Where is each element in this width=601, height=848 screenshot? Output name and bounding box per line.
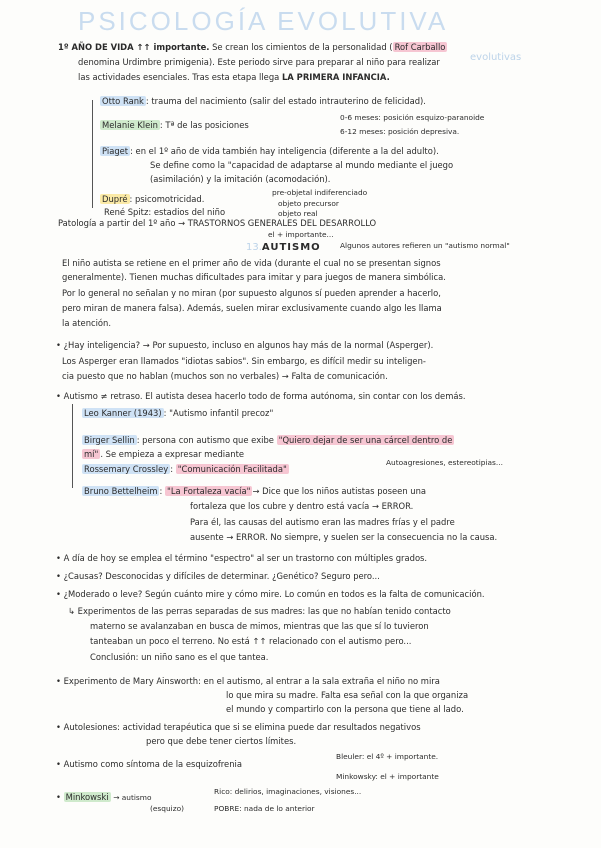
autism-p1: El niño autista se retiene en el primer año de vida (durante el cual no se presentan signos [62, 258, 441, 268]
faint-annotation: evolutivas [470, 52, 522, 63]
autism-p5: la atención. [62, 318, 112, 328]
section-number: 13. [246, 242, 262, 253]
bettelheim-line-4: ausente → ERROR. No siempre, y suelen ser la consecuencia no la causa. [190, 532, 498, 542]
bettelheim-line-1: Bruno Bettelheim : "La Fortaleza vacía" → Dice que los niños autistas poseen una [84, 486, 427, 496]
leo-kanner: Leo Kanner (1943) [84, 408, 162, 418]
piaget-text: : en el 1º año de vida también hay inteligencia (diferente a la del adulto). [130, 146, 439, 156]
experiment-line-2: materno se avalanzaban en busca de mimos, mientras que las que sí lo tuvieron [90, 621, 429, 631]
rof-carballo: Rof Carballo [394, 42, 446, 52]
piaget-line-1 [100, 146, 439, 157]
spitz-real: objeto real [278, 209, 318, 218]
spitz-pre-objetal: pre-objetal indiferenciado [272, 188, 368, 197]
pobre-note: POBRE: nada de lo anterior [214, 804, 315, 813]
spitz-line: René Spitz: estadios del niño [104, 207, 226, 217]
intro-line-3 [78, 72, 390, 83]
intro-text: las actividades esenciales. Tras esta etapa llega [78, 72, 282, 82]
piaget-line-2: Se define como la "capacidad de adaptarse al mundo mediante el juego [150, 160, 454, 170]
comunicacion-facilitada: "Comunicación Facilitada" [177, 464, 287, 474]
experiment-line-1: ↳ Experimentos de las perras separadas de sus madres: las que no habían tenido contacto [68, 606, 451, 616]
bruno-bettelheim: Bruno Bettelheim [84, 486, 158, 496]
minkowski-sub: (esquizo) [150, 804, 184, 813]
primera-infancia: LA PRIMERA INFANCIA. [281, 72, 390, 82]
ainsworth-line-3: el mundo y compartirlo con la persona que tiene al lado. [226, 704, 464, 714]
intro-line-2: denomina Urdimbre primigenia). Este periodo sirve para preparar al niño para realizar [78, 57, 440, 67]
autism-p4: pero miran de manera falsa). Además, suelen mirar exclusivamente cuando algo les llama [62, 303, 442, 313]
birger-sellin: Birger Sellin [84, 435, 135, 445]
authors-bracket [92, 100, 93, 208]
ainsworth-line-2: lo que mira su madre. Falta esa señal con la que organiza [226, 690, 469, 700]
autismo-normal-note: Algunos autores refieren un "autismo normal" [340, 241, 510, 250]
autolesiones-line-2: pero que debe tener ciertos límites. [146, 736, 297, 746]
dupre: Dupré [102, 194, 128, 204]
sellin-line [82, 435, 454, 446]
fortaleza-vacia: "La Fortaleza vacía" [166, 486, 251, 496]
espectro-bullet: • A día de hoy se emplea el término "espectro" al ser un trastorno con múltiples grados. [56, 553, 428, 563]
autism-title: AUTISMO [261, 242, 321, 253]
minkowski-line: • Minkowski → autismo [56, 792, 152, 802]
bettelheim-text: → Dice que los niños autistas poseen una [252, 486, 427, 496]
experiment-line-3: tanteaban un poco el terreno. No está ↑↑ relacionado con el autismo pero... [90, 636, 412, 646]
autismo-retraso: • Autismo ≠ retraso. El autista desea hacerlo todo de forma autónoma, sin contar con los demás. [56, 391, 466, 401]
dupre-text: : psicomotricidad. [129, 194, 205, 204]
rosemary-crossley: Rossemary Crossley [84, 464, 169, 474]
intro-line-1 [58, 42, 447, 53]
klein-6-12: 6-12 meses: posición depresiva. [340, 127, 460, 136]
sellin-quote: "Quiero dejar de ser una cárcel dentro de [278, 435, 453, 445]
otto-rank-line [100, 96, 426, 107]
first-year-heading: 1º AÑO DE VIDA ↑↑ importante. [58, 42, 210, 52]
page-title: PSICOLOGÍA EVOLUTIVA [78, 6, 449, 36]
sellin-text: : persona con autismo que exibe [136, 435, 277, 445]
minkowsky-note: Minkowsky: el + importante [336, 772, 439, 781]
minkowski-arrow: → autismo [113, 793, 152, 802]
bleuler-note: Bleuler: el 4º + importante. [336, 752, 439, 761]
kanner-line [82, 408, 273, 419]
rico-note: Rico: delirios, imaginaciones, visiones... [214, 787, 362, 796]
kanner-text: : "Autismo infantil precoz" [163, 408, 274, 418]
piaget: Piaget [102, 146, 129, 156]
piaget-line-3: (asimilación) y la imitación (acomodación). [150, 174, 331, 184]
experiment-line-4: Conclusión: un niño sano es el que tantea. [90, 652, 269, 662]
autism-p2: generalmente). Tienen muchas dificultades para imitar y para juegos de manera simbólica. [62, 272, 446, 282]
causas-bullet: • ¿Causas? Desconocidas y difíciles de determinar. ¿Genético? Seguro pero... [56, 571, 380, 581]
sub-authors-bracket [72, 404, 73, 488]
otto-rank-text: : trauma del nacimiento (salir del estado intrauterino de felicidad). [145, 96, 426, 106]
autism-p3: Por lo general no señalan y no miran (por supuesto algunos sí pueden aprender a hacerlo, [62, 288, 441, 298]
klein-0-6: 0-6 meses: posición esquizo-paranoide [340, 113, 485, 122]
minkowski-name: Minkowski [65, 792, 109, 802]
esquizofrenia-bullet: • Autismo como síntoma de la esquizofrenia [56, 759, 242, 769]
bettelheim-line-2: fortaleza que los cubre y dentro está vacía → ERROR. [190, 501, 414, 511]
sellin-mi: mí" [84, 449, 99, 459]
klein-line [100, 120, 249, 131]
sellin-rest: . Se empieza a expresar mediante [100, 449, 245, 459]
sellin-line-2 [82, 449, 244, 460]
intelligence-q1: • ¿Hay inteligencia? → Por supuesto, incluso en algunos hay más de la normal (Asperger). [56, 340, 434, 350]
crossley-line: Rossemary Crossley : "Comunicación Facilitada" [84, 464, 287, 474]
autoagresiones: Autoagresiones, estereotipias... [386, 458, 503, 467]
moderado-bullet: • ¿Moderado o leve? Según cuánto mire y cómo mire. Lo común en todos es la falta de comunicación. [56, 589, 485, 599]
klein-text: : Tª de las posiciones [159, 120, 249, 130]
melanie-klein: Melanie Klein [102, 120, 158, 130]
patologia-sub: el + importante... [268, 230, 334, 239]
otto-rank: Otto Rank [102, 96, 144, 106]
bettelheim-line-3: Para él, las causas del autismo eran las madres frías y el padre [190, 517, 455, 527]
intelligence-q3: cia puesto que no hablan (muchos son no verbales) → Falta de comunicación. [62, 371, 388, 381]
intelligence-q2: Los Asperger eran llamados "idiotas sabios". Sin embargo, es difícil medir su inteligen- [62, 356, 426, 366]
spitz-precursor: objeto precursor [278, 199, 339, 208]
dupre-line [100, 194, 204, 205]
patologia-line: Patología a partir del 1º año → TRASTORNOS GENERALES DEL DESARROLLO [58, 218, 377, 228]
autism-heading [246, 242, 321, 253]
ainsworth-line-1: • Experimento de Mary Ainsworth: en el autismo, al entrar a la sala extraña el niño no mira [56, 676, 440, 686]
autolesiones-line-1: • Autolesiones: actividad terapéutica que si se elimina puede dar resultados negativos [56, 722, 421, 732]
intro-text: Se crean los cimientos de la personalidad ( [209, 42, 393, 52]
